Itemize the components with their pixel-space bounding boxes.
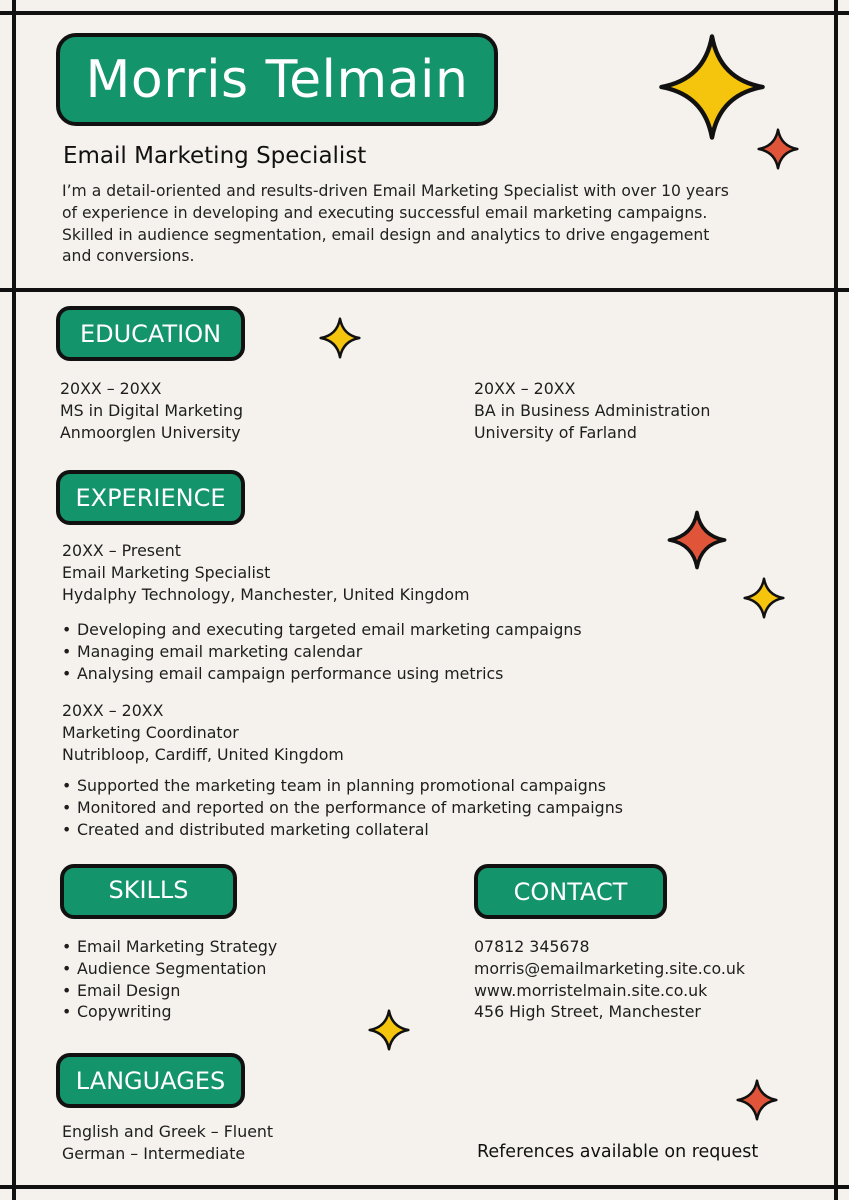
job-duty: • Supported the marketing team in planning promotional campaigns	[62, 775, 623, 797]
references-note: References available on request	[477, 1142, 759, 1162]
experience-job	[62, 540, 582, 685]
frame-line-top	[0, 11, 849, 15]
skill-item: • Copywriting	[62, 1001, 277, 1023]
frame-line-right	[834, 0, 838, 1200]
job-duties	[62, 775, 623, 840]
language-item: English and Greek – Fluent	[62, 1122, 274, 1141]
job-duty: • Managing email marketing calendar	[62, 641, 582, 663]
skills-heading-label: SKILLS	[108, 875, 189, 904]
education-school: University of Farland	[474, 422, 637, 442]
job-duty: • Analysing email campaign performance using metrics	[62, 663, 582, 685]
skill-item: • Email Design	[62, 980, 277, 1002]
candidate-name: Morris Telmain	[85, 49, 469, 110]
job-company: Nutribloop, Cardiff, United Kingdom	[62, 744, 344, 764]
job-role: Email Marketing Specialist	[62, 562, 271, 582]
job-dates: 20XX – Present	[62, 541, 181, 560]
job-dates: 20XX – 20XX	[62, 701, 164, 720]
contact-heading	[474, 864, 667, 919]
job-title: Email Marketing Specialist	[63, 143, 367, 169]
sparkle-star-icon	[667, 510, 727, 570]
education-school: Anmoorglen University	[60, 422, 241, 442]
contact-phone: 07812 345678	[474, 937, 590, 956]
job-duty: • Created and distributed marketing collateral	[62, 819, 623, 841]
skills-list	[62, 936, 277, 1023]
job-role: Marketing Coordinator	[62, 722, 239, 742]
sparkle-star-icon	[736, 1079, 778, 1121]
contact-heading-label: CONTACT	[513, 877, 628, 906]
education-degree: BA in Business Administration	[474, 400, 711, 420]
profile-summary: I’m a detail-oriented and results-driven Email Marketing Specialist with over 10 years of experience in developing and executing successful email marketing campaigns. Skilled in audience segmentation, email design and analytics to drive engagement and conversions.	[62, 182, 729, 266]
education-heading-label: EDUCATION	[79, 319, 222, 348]
contact-details	[474, 936, 745, 1023]
frame-line-bottom	[0, 1185, 849, 1189]
frame-line-header-divider	[0, 288, 849, 292]
frame-line-left	[12, 0, 16, 1200]
contact-email[interactable]: morris@emailmarketing.site.co.uk	[474, 958, 746, 978]
skills-heading	[60, 864, 237, 919]
language-item: German – Intermediate	[62, 1143, 246, 1163]
contact-website[interactable]: www.morristelmain.site.co.uk	[474, 980, 708, 1000]
contact-address: 456 High Street, Manchester	[474, 1002, 701, 1022]
education-dates: 20XX – 20XX	[60, 379, 162, 398]
education-heading	[56, 306, 245, 361]
education-dates: 20XX – 20XX	[474, 379, 576, 398]
languages-heading	[56, 1053, 245, 1108]
languages-list	[62, 1121, 273, 1165]
experience-job	[62, 700, 623, 841]
languages-heading-label: LANGUAGES	[75, 1066, 226, 1095]
job-duty: • Monitored and reported on the performance of marketing campaigns	[62, 797, 623, 819]
sparkle-star-icon	[743, 577, 785, 619]
job-duty: • Developing and executing targeted email marketing campaigns	[62, 619, 582, 641]
sparkle-star-icon	[368, 1009, 410, 1051]
education-degree: MS in Digital Marketing	[60, 400, 244, 420]
name-banner	[56, 33, 498, 126]
education-entry	[474, 378, 710, 443]
sparkle-star-icon	[319, 317, 361, 359]
experience-heading-label: EXPERIENCE	[75, 483, 226, 512]
education-entry	[60, 378, 243, 443]
experience-heading	[56, 470, 245, 525]
skill-item: • Email Marketing Strategy	[62, 936, 277, 958]
job-company: Hydalphy Technology, Manchester, United Kingdom	[62, 584, 470, 604]
sparkle-star-icon	[757, 128, 799, 170]
job-duties	[62, 619, 582, 684]
sparkle-star-icon	[657, 32, 767, 142]
skill-item: • Audience Segmentation	[62, 958, 277, 980]
